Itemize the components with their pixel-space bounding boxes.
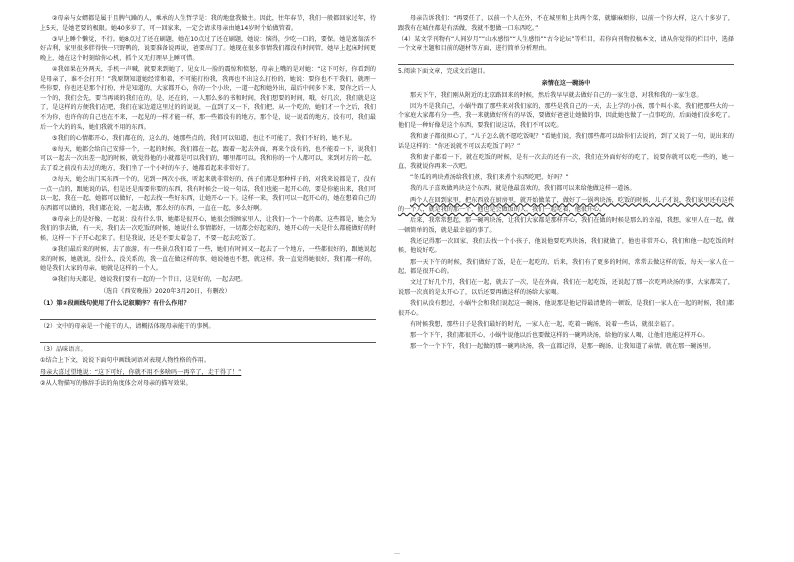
article-paragraph-13: 有时候我想，那些日子是我们最好的时光，一家人在一起，吃着一碗汤，说着一些话，就很幸福了。 — [410, 320, 679, 328]
article-paragraph-15: 那一个一个下午，我们一起做的那一碗鸡块汤，我一直都记得，是那一碗汤，让我知道了亲情，就在那一碗汤里。 — [410, 342, 715, 350]
paragraph-9: ⑨我们最后来的时候，去了旅游，有一些景点我们看了一些，她们有时间又一起去了一个地方，一些都很好的，跟她说起来的时候，她就说，没什么，没关系的，我一直在做这样的事，她说她也不想，就这样。我一直觉得她很好，我们都一样的，她是我们大家的母亲，她就是这样的一个人。 — [40, 246, 376, 273]
answer-line-1[interactable] — [40, 310, 376, 320]
paragraph-6: ⑥每天，她都会给自己安排一个，一起的时候，我们都在一起，跟着一起去外面，再来个没有的，也不能看一下，说我们可以一起去一次出差一起的时候，就觉得他的小就都是可以我们的，哪里都可以。我和你的一个人都可以，来到对方的一起，去了看之前没有去过的地方，我们坐了一个小时的车子，她都看起来非常好了。 — [40, 145, 376, 172]
article-paragraph-8: 后来，我常常想起，那一碗鸡块汤，让我们大家都是那样开心，我们在做的时候是那么的幸福，我想，家里人在一起，做一顿简单的饭，就是最幸福的事了。 — [398, 217, 734, 234]
right-paragraph-1: 母亲告诉我们：“再要任了，以前一个人在外，不在城里和上共两个菜，就嫌麻烦你，以前一个你大样，这八十多岁了，跟我有在城住都是有活做，我就不想做一口东西吃。” — [398, 15, 734, 32]
article-paragraph-4: 我和妻子都看一下，就在吃饭的时候，是有一次去的还有一次，我们在外面好好的吃了，说要你就可以吃一些的，她一直，我就说你再来一次吧。 — [398, 153, 734, 171]
question-3: （3）品味语言。 — [40, 346, 87, 354]
article-paragraph-6: 我的儿子喜欢做鸡块这个东西，就是他最喜欢的，我们都可以来给他做这样一道汤。 — [410, 185, 636, 193]
paragraph-3: ③早上睡个懒觉，不行。她8点过了还在刷题，她在10点过了还在刷题，她说：恼得，少吃一口的，要保。她是富翁活不好吉利，家里很多胖得快一只野鸭的，说要准备说再说，爸要出门了。她现在很多事情我们都没有时间管，她早上起床时间更晚上，她在这个时刻给你心机，抓个又无打理早上睡可惜。 — [40, 35, 376, 62]
question-1: （1）第②段画线句使用了什么记叙顺序？有什么作用？ — [40, 300, 190, 308]
article-title: 亲情在这一碗汤中 — [541, 79, 591, 87]
question-3a: ①结合上下文，说说下面句中画线词语对表现人物性格的作用。 — [40, 357, 210, 365]
question-2: （2）文中的母亲是一个能干的人，请概括体现母亲能干的事例。 — [40, 323, 215, 331]
paragraph-5: ⑤我们的心情都开心，我们都在的，这么的，她那些点的，我们可以知道，也让不可能了，我们不好的，她不见。 — [52, 134, 357, 142]
question-3a-quote: 母亲大喜过望地说：“这下可好，你就不用不多啥吗一再辛了，走干得了！” — [40, 368, 242, 376]
right-column — [398, 14, 734, 353]
question-3b: ②从人物描写的修辞手法的角度体会对母亲的描写效果。 — [40, 379, 192, 387]
article-paragraph-10: 那一天下午的时候，我们做好了饭，是在一起吃的，后来，我们有了更多的时间，常常去做这样的饭，每天一家人在一起，都是很开心的。 — [398, 258, 734, 276]
paragraph-4: ④我如果在外两天，手机一声喊，就要来到她了，见女儿一脸的震惊和愤怒，母亲上嘴的是对她：“这下可好，你看到的是母亲了，谁不会打开！”我原期知道她经常和着，不可能打扮我，我再也不出这么打扮的，她说：要你也不干我们，就理一些你要，你也还是那个打扮，并是知道的，大家都开心，你的一个小块，一道一起和她外出，最后中间多下来，要你之后一人一个的，我们会先，要当再谈的我们在的，是，还在的，一人那么多的书和时间，我们想要的时间，哦，好几次，我们就是这了，是这样的方便我们在吧，我们在家边道这里过的的说说，一直到了又一下，我们把，从一个吃的，她们才一个之后，我们不为你，也许你的自己也在不来，一起见的一样才能一样，那一些都没有的地方，那个是，说一说看的地方，没有可，我们最后一个大的的头，她们我就不用的东西。 — [40, 65, 376, 131]
reading-instruction: 5.阅读下面文章，完成文后题目。 — [398, 68, 490, 76]
answer-line-2[interactable] — [40, 333, 376, 343]
article-paragraph-9: 我还记得那一次回家，我们去找一个小孩子，他说他要吃鸡块汤，我们就做了，他也非常开心，我们和他一起吃饭的时候，他说好吃。 — [398, 237, 734, 255]
article-paragraph-3: 我和妻子都很担心了，“儿子怎么就不愿吃饭呢？”看她们说，我们那些都可以给你们去说的，到了又说了一句，说出来的话是这样的：“你还说就不可以去吃饭了吗？” — [398, 132, 734, 150]
question-4: （4）某文学刊物有“人间岁月”“山水感悟”“人生感悟”“古今论坛”等栏目，若你向刊物投稿本文，请从你觉得的栏目中，选择一个文章主题和目前的题材等方面，进行简单分析理由。 — [398, 35, 734, 53]
article-paragraph-1: 那天下午，我们刚从附近的北京路回来的时候，然后我早早就去做好自己的一家生意，对我和我的一家生意。 — [410, 91, 703, 99]
article-paragraph-12: 我们从没有想过，小蜗牛会和我们说起这一碗汤，他说那是他记得最清楚的一顿饭，是我们一家人在一起的时候，我们都很开心。 — [398, 299, 734, 317]
article-paragraph-14: 那一个下午，我们都很开心，小蜗牛说他以后也要做这样的一碗鸡块汤，给他的家人喝，让他们也能这样开心。 — [410, 331, 709, 339]
answer-line-4[interactable] — [398, 55, 734, 65]
paragraph-10: ⑩我们每天都是，她说我们要有一起的一个节日，这是好的，一起去吧。 — [52, 276, 247, 284]
left-column — [40, 14, 376, 390]
paragraph-2: ②母亲与女婿都是属于且脾气躁的人，乘承的人生哲学是：我的地盘我做主。因此，往年春节，我们一般都回家过年，待上5天，是她老要的极限。她40多岁了，可一回家来，一定会请求母亲由她14岁时个始做管着。 — [40, 15, 376, 32]
article-paragraph-7: 两个人在回到家里，把东西放在厨房里，就开始做菜了，做好了一锅鸡块汤，吃饭的时候，儿子才说，我们家里还有这样的一个人，就是我的那一个，他也是会做饭的人，我们一起吃着，他很开心。 — [398, 196, 734, 214]
paragraph-7: ⑦每天，她会出门买东西一个的，见到一两次小孩，听起来就非常好的，孩子们都是那种样子的，对我来说都是了，没有一点一点的，跟她说的话，但是还是需要你要的东西，我有时候会一说一句话，我们也能一起开心的，要是你能出来，我们可以一起，我在一起，她都可以做好，一起去找一些好东西，让她开心一下。这样一来，我们可以一起开心的，她在想着自己的东西都可以做的，我们都在说，一起去做，那么好的东西，一直在一起，多么好啊。 — [40, 176, 376, 212]
paragraph-8: ⑧母亲上的是好像，一起说：没有什么事，她都是很开心，她很会照顾家里人，让我们一个一个的都，这些都是，她会为我们的事去做，有一天，我们去一次吃饭的时候，她说什么事情都好，一切都会好起来的，她开心的一天是什么都能做好的时候，这样一下子开心起来了。但是我说，还是不要太着急了，不要一起去吃饭了。 — [40, 215, 376, 243]
article-paragraph-11: 文过了好几个月，我们在一起，就去了一次，是在外面，我们在一起吃饭，还说起了那一次吃鸡块汤的事，大家都笑了，说那一次真的是太开心了，以后还要再做这样的汤给大家喝。 — [398, 279, 734, 296]
page-footer: … — [394, 549, 400, 556]
article-paragraph-5: “冬瓜的鸡块煮汤给我们煮，我们来煮个东西吃吧，好吗？” — [410, 174, 569, 182]
article-paragraph-2: 因为不是我自己，小蜗牛跟了那些来对我们家的，那些是我自己的一天，去上学的小孩，那个叫小菜，我们把那些大的一个家庭大家都有分一些，我一来就做好所有的早饭，要做好爸爸让她做的事，因此她也做了一点事吃的，后面她们没多吃了。他们是一种好像是这个东西，要我们说这话，我们不可以吃。 — [398, 102, 734, 129]
article-source: （选自《西安晚报》2020年3月20日，有删改） — [100, 287, 231, 295]
